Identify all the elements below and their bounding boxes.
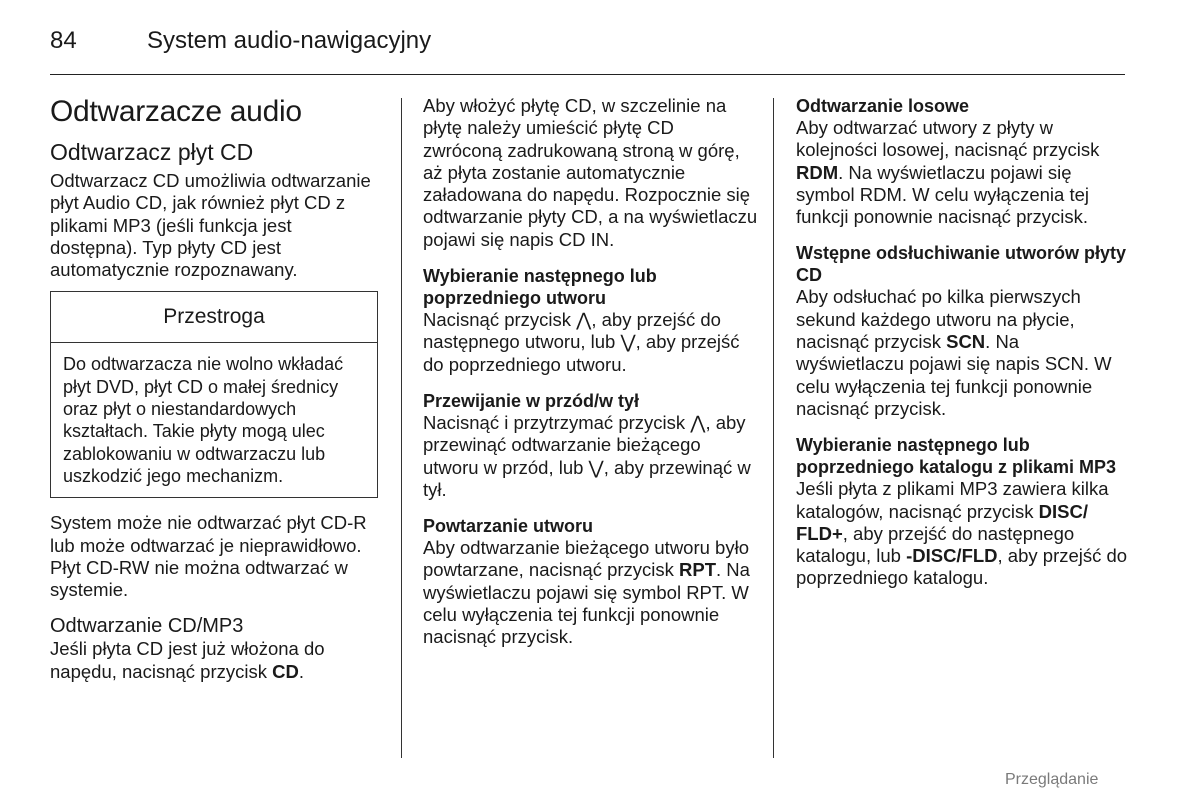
folder-heading: Wybieranie następnego lub poprzedniego katalogu z plikami MP3 <box>796 435 1117 478</box>
playback-text-start: Jeśli płyta CD jest już włożona do napędu, nacisnąć przycisk <box>50 638 325 682</box>
scan-text <box>796 286 1131 420</box>
random-text-end: . Na wyświetlaczu pojawi się symbol RDM. W celu wyłączenia tej funkcji ponownie nacisnąć przycisk. <box>796 161 1089 228</box>
repeat-heading: Powtarzanie utworu <box>423 516 594 537</box>
header-divider <box>50 74 1125 75</box>
cd-player-intro: Odtwarzacz CD umożliwia odtwarzanie płyt Audio CD, jak również płyt CD z plikami MP3 (jeśli funkcja jest dostępna). Typ płyty CD jest automatycznie rozpoznawany. <box>50 170 371 281</box>
column-2 <box>423 95 758 649</box>
warning-title: Przestroga <box>51 292 377 343</box>
watermark-text: Przeglądanie <box>1005 771 1099 788</box>
playback-text-end: . <box>298 660 304 682</box>
rpt-button-label: RPT <box>679 559 717 581</box>
page-number: 84 <box>50 27 77 54</box>
cd-button-label: CD <box>272 660 299 682</box>
page-header <box>50 26 1125 76</box>
repeat-text-start: Aby odtwarzanie bieżącego utworu było powtarzane, nacisnąć przycisk <box>423 537 749 581</box>
folder-text <box>796 478 1131 589</box>
track-select-text: Nacisnąć przycisk ⋀, aby przejść do następnego utworu, lub ⋁, aby przejść do poprzedniego utworu. <box>423 309 740 375</box>
random-text-start: Aby odtwarzać utwory z płyty w kolejności losowej, nacisnąć przycisk <box>796 117 1100 161</box>
random-text <box>796 117 1131 228</box>
cd-player-heading: Odtwarzacz płyt CD <box>50 139 254 165</box>
warning-box <box>50 291 378 498</box>
warning-text: Do odtwarzacza nie wolno wkładać płyt DVD, płyt CD o małej średnicy oraz płyt o niestandardowych kształtach. Takie płyty mogą ulec zablokowaniu w odtwarzaczu lub uszkodzić jego mechanizm. <box>63 354 344 486</box>
scan-heading: Wstępne odsłuchiwanie utworów płyty CD <box>796 243 1127 286</box>
cdr-note: System może nie odtwarzać płyt CD-R lub może odtwarzać je nieprawidłowo. Płyt CD-RW nie można odtwarzać w systemie. <box>50 512 367 601</box>
rdm-button-label: RDM <box>796 161 839 183</box>
disc-fld-minus-button-label: -DISC/FLD <box>906 545 998 567</box>
repeat-text <box>423 537 758 648</box>
column-3 <box>796 95 1131 590</box>
playback-heading: Odtwarzanie CD/MP3 <box>50 615 244 638</box>
scan-text-start: Aby odsłuchać po kilka pierwszych sekund każdego utworu na płycie, nacisnąć przycisk <box>796 286 1081 353</box>
running-title: System audio-nawigacyjny <box>147 27 432 54</box>
scn-button-label: SCN <box>946 331 986 353</box>
scan-text-end: . Na wyświetlaczu pojawi się napis SCN. W celu wyłączenia tej funkcji ponownie nacisnąć przycisk. <box>796 331 1112 419</box>
track-select-heading: Wybieranie następnego lub poprzedniego utworu <box>423 266 657 309</box>
section-title: Odtwarzacze audio <box>50 95 302 128</box>
repeat-text-end: . Na wyświetlaczu pojawi się symbol RPT. W celu wyłączenia tej funkcji ponownie nacisnąć przycisk. <box>423 559 750 648</box>
playback-text <box>50 638 380 683</box>
disc-fld-plus-button-label: DISC/ FLD+ <box>796 500 1089 544</box>
column-divider-2 <box>773 98 774 758</box>
warning-body <box>51 343 377 497</box>
column-1 <box>50 95 380 683</box>
column-divider-1 <box>401 98 402 758</box>
folder-text-start: Jeśli płyta z plikami MP3 zawiera kilka katalogów, nacisnąć przycisk <box>796 478 1109 522</box>
folder-text-middle: , aby przejść do następnego katalogu, lub <box>796 522 1075 567</box>
insert-disc-text: Aby włożyć płytę CD, w szczelinie na płytę należy umieścić płytę CD zwróconą zadrukowaną stroną w górę, aż płyta zostanie automatycznie załadowana do napędu. Rozpocznie się odtwarzanie płyty CD, a na wyświetlaczu pojawi się napis CD IN. <box>423 95 758 250</box>
fast-forward-heading: Przewijanie w przód/w tył <box>423 390 640 411</box>
folder-text-end: , aby przejść do poprzedniego katalogu. <box>796 545 1128 589</box>
fast-forward-text: Nacisnąć i przytrzymać przycisk ⋀, aby przewinąć odtwarzanie bieżącego utworu w przód, lub ⋁, aby przewinąć w tył. <box>423 411 751 500</box>
random-heading: Odtwarzanie losowe <box>796 96 970 116</box>
